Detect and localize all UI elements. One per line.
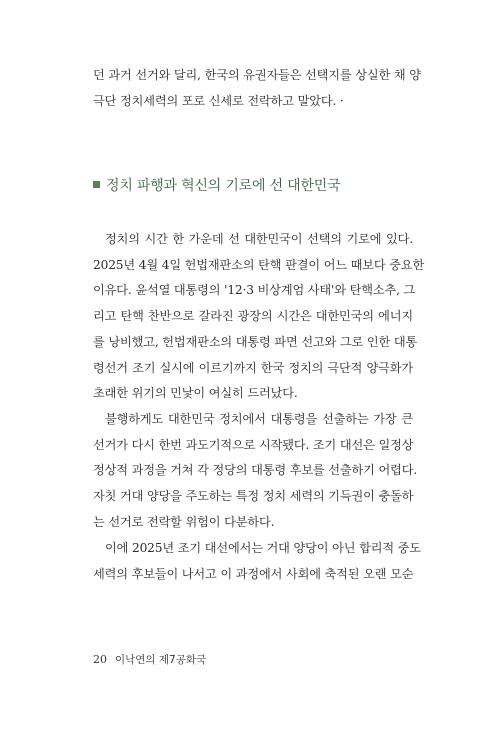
text-line: 불행하게도 대한민국 정치에서 대통령을 선출하는 가장 큰: [105, 412, 413, 426]
text-line: 를 낭비했고, 헌법재판소의 대통령 파면 선고와 그로 인한 대통: [93, 334, 418, 349]
text-line: 이에 2025년 조기 대선에서는 거대 양당이 아닌 합리적 중도: [105, 541, 421, 555]
section-heading-text: 정치 파행과 혁신의 기로에 선 대한민국: [106, 178, 341, 194]
page-number: 20: [93, 653, 107, 666]
text-line: 정상적 과정을 거쳐 각 정당의 대통령 후보를 선출하기 어렵다.: [93, 463, 418, 478]
text-line: 이유다. 윤석열 대통령의 '12·3 비상계엄 사태'와 탄핵소추, 그: [93, 283, 416, 298]
text-line: 정치의 시간 한 가운데 선 대한민국이 선택의 기로에 있다.: [105, 232, 413, 246]
text-line: 극단 정치세력의 포로 신세로 전락하고 말았다. ·: [93, 93, 344, 108]
text-line: 세력의 후보들이 나서고 이 과정에서 사회에 축적된 오랜 모순: [93, 566, 414, 581]
text-line: 령선거 조기 실시에 이르기까지 한국 정치의 극단적 양극화가: [93, 360, 413, 375]
intro-paragraph: [93, 63, 421, 114]
page-footer: [93, 652, 206, 668]
paragraph-1: [93, 227, 425, 407]
paragraph-3: [93, 536, 421, 587]
section-heading: [93, 176, 340, 196]
text-line: 던 과거 선거와 달리, 한국의 유권자들은 선택지를 상실한 채 양: [93, 68, 421, 82]
square-bullet-icon: [93, 181, 100, 188]
text-line: 2025년 4월 4일 헌법재판소의 탄핵 판결이 어느 때보다 중요한: [93, 257, 425, 272]
text-line: 리고 탄핵 찬반으로 갈라진 광장의 시간은 대한민국의 에너지: [93, 309, 413, 324]
text-line: 선거가 다시 한번 과도기적으로 시작됐다. 조기 대선은 일정상: [93, 437, 414, 452]
text-line: 초래한 위기의 민낯이 여실히 드러났다.: [93, 386, 298, 401]
text-line: 는 선거로 전락할 위험이 다분하다.: [93, 514, 275, 529]
running-title: 이낙연의 제7공화국: [115, 654, 207, 666]
paragraph-2: [93, 407, 418, 536]
text-line: 자칫 거대 양당을 주도하는 특정 정치 세력의 기득권이 충돌하: [93, 489, 414, 504]
